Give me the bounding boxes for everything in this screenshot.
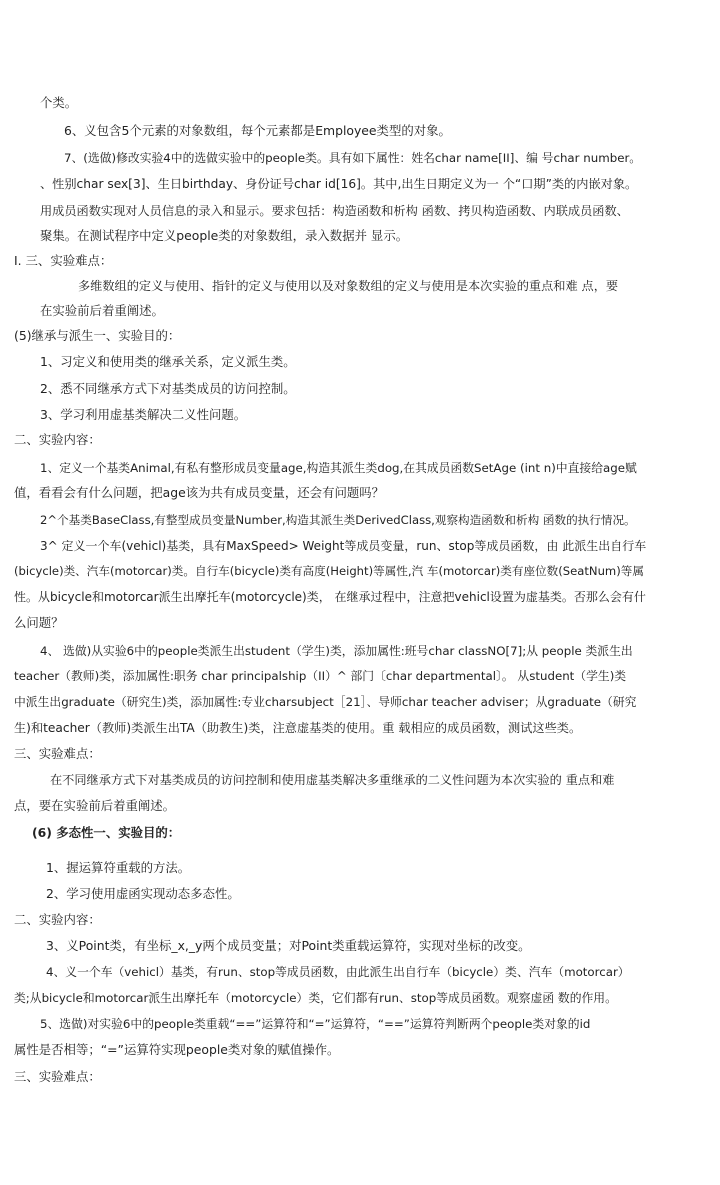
text-line: 6、义包含5个元素的对象数组，每个元素都是Employee类型的对象。 (64, 123, 451, 138)
text-line: 中派生出graduate（研究生)类，添加属性:专业charsubject［21］、导师char teacher adviser；从graduate（研究 (14, 695, 637, 709)
text-line: 用成员函数实现对人员信息的录入和显示。要求包括：构造函数和析构 函数、拷贝构造函数、内联成员函数、 (40, 204, 629, 218)
text-line: 值，看看会有什么问题，把age该为共有成员变量，还会有问题吗？ (14, 485, 385, 500)
section-heading: 二、实验内容： (14, 432, 101, 447)
text-line: 3、义Point类，有坐标_x,_y两个成员变量；对Point类重载运算符，实现对坐标的改变。 (46, 938, 531, 953)
section-heading: (6) 多态性一、实验目的： (32, 825, 181, 840)
text-line: 4、 选做)从实验6中的people类派生出student（学生)类，添加属性:班号char classNO[7];从 people 类派生出 (40, 644, 633, 658)
text-line: 2、悉不同继承方式下对基类成员的访问控制。 (40, 381, 296, 396)
text-line: 3^ 定义一个车(vehicl)基类，具有MaxSpeed> Weight等成员变量，run、stop等成员函数，由 此派生出自行车 (40, 539, 647, 553)
text-line: 1、握运算符重载的方法。 (46, 860, 191, 875)
text-line: 1、习定义和使用类的继承关系，定义派生类。 (40, 354, 296, 369)
text-line: 在实验前后着重阐述。 (40, 303, 164, 318)
text-line: 多维数组的定义与使用、指针的定义与使用以及对象数组的定义与使用是本次实验的重点和难 点，要 (78, 279, 619, 293)
section-heading: (5)继承与派生一、实验目的： (14, 328, 181, 343)
text-line: 性。从bicycle和motorcar派生出摩托车(motorcycle)类， 在继承过程中，注意把vehicl设置为虚基类。否那么会有什 (14, 590, 646, 604)
text-line: 属性是否相等；“=”运算符实现people类对象的赋值操作。 (14, 1042, 340, 1057)
text-line: (bicycle)类、汽车(motorcar)类。自行车(bicycle)类有高度(Height)等属性,汽 车(motorcar)类有座位数(SeatNum)等属 (14, 564, 644, 578)
text-line: 2^个基类BaseClass,有整型成员变量Number,构造其派生类DerivedClass,观察构造函数和析构 函数的执行情况。 (40, 513, 636, 527)
section-heading: 三、实验难点： (14, 746, 101, 761)
text-line: 2、学习使用虚函实现动态多态性。 (46, 886, 240, 901)
text-line: 点，要在实验前后着重阐述。 (14, 798, 176, 813)
text-line: 聚集。在测试程序中定义people类的对象数组，录入数据并 显示。 (40, 228, 409, 243)
text-line: 7、(选做)修改实验4中的选做实验中的people类。具有如下属性：姓名char name[II]、编 号char number。 (64, 151, 642, 165)
text-line: 1、定义一个基类Animal,有私有整形成员变量age,构造其派生类dog,在其成员函数SetAge (int n)中直接给age赋 (40, 461, 637, 475)
text-line: 么问题？ (14, 615, 64, 630)
text-line: 在不同继承方式下对基类成员的访问控制和使用虚基类解决多重继承的二义性问题为本次实验的 重点和难 (50, 773, 615, 787)
text-line: 个类。 (40, 95, 78, 110)
section-heading: 三、实验难点： (14, 1069, 101, 1084)
text-line: 生)和teacher（教师)类派生出TA（助教生)类，注意虚基类的使用。重 载相应的成员函数，测试这些类。 (14, 721, 582, 735)
text-line: 3、学习利用虚基类解决二义性问题。 (40, 407, 247, 422)
section-heading: 二、实验内容： (14, 912, 101, 927)
text-line: 类;从bicycle和motorcar派生出摩托车（motorcycle）类，它们都有run、stop等成员函数。观察虚函 数的作用。 (14, 991, 617, 1005)
text-line: 5、选做)对实验6中的people类重载“==”运算符和“=”运算符，“==”运算符判断两个people类对象的id (40, 1017, 591, 1031)
text-line: 4、义一个车（vehicl）基类，有run、stop等成员函数，由此派生出自行车（bicycle）类、汽车（motorcar） (46, 965, 630, 979)
text-line: 、性别char sex[3]、生日birthday、身份证号char id[16]。其中,出生日期定义为一 个“口期”类的内嵌对象。 (40, 177, 638, 191)
section-heading: I. 三、实验难点： (14, 253, 113, 268)
text-line: teacher（教师)类，添加属性:职务 char principalship（II）^ 部门〔char departmental〕。 从student（学生)类 (14, 669, 627, 683)
